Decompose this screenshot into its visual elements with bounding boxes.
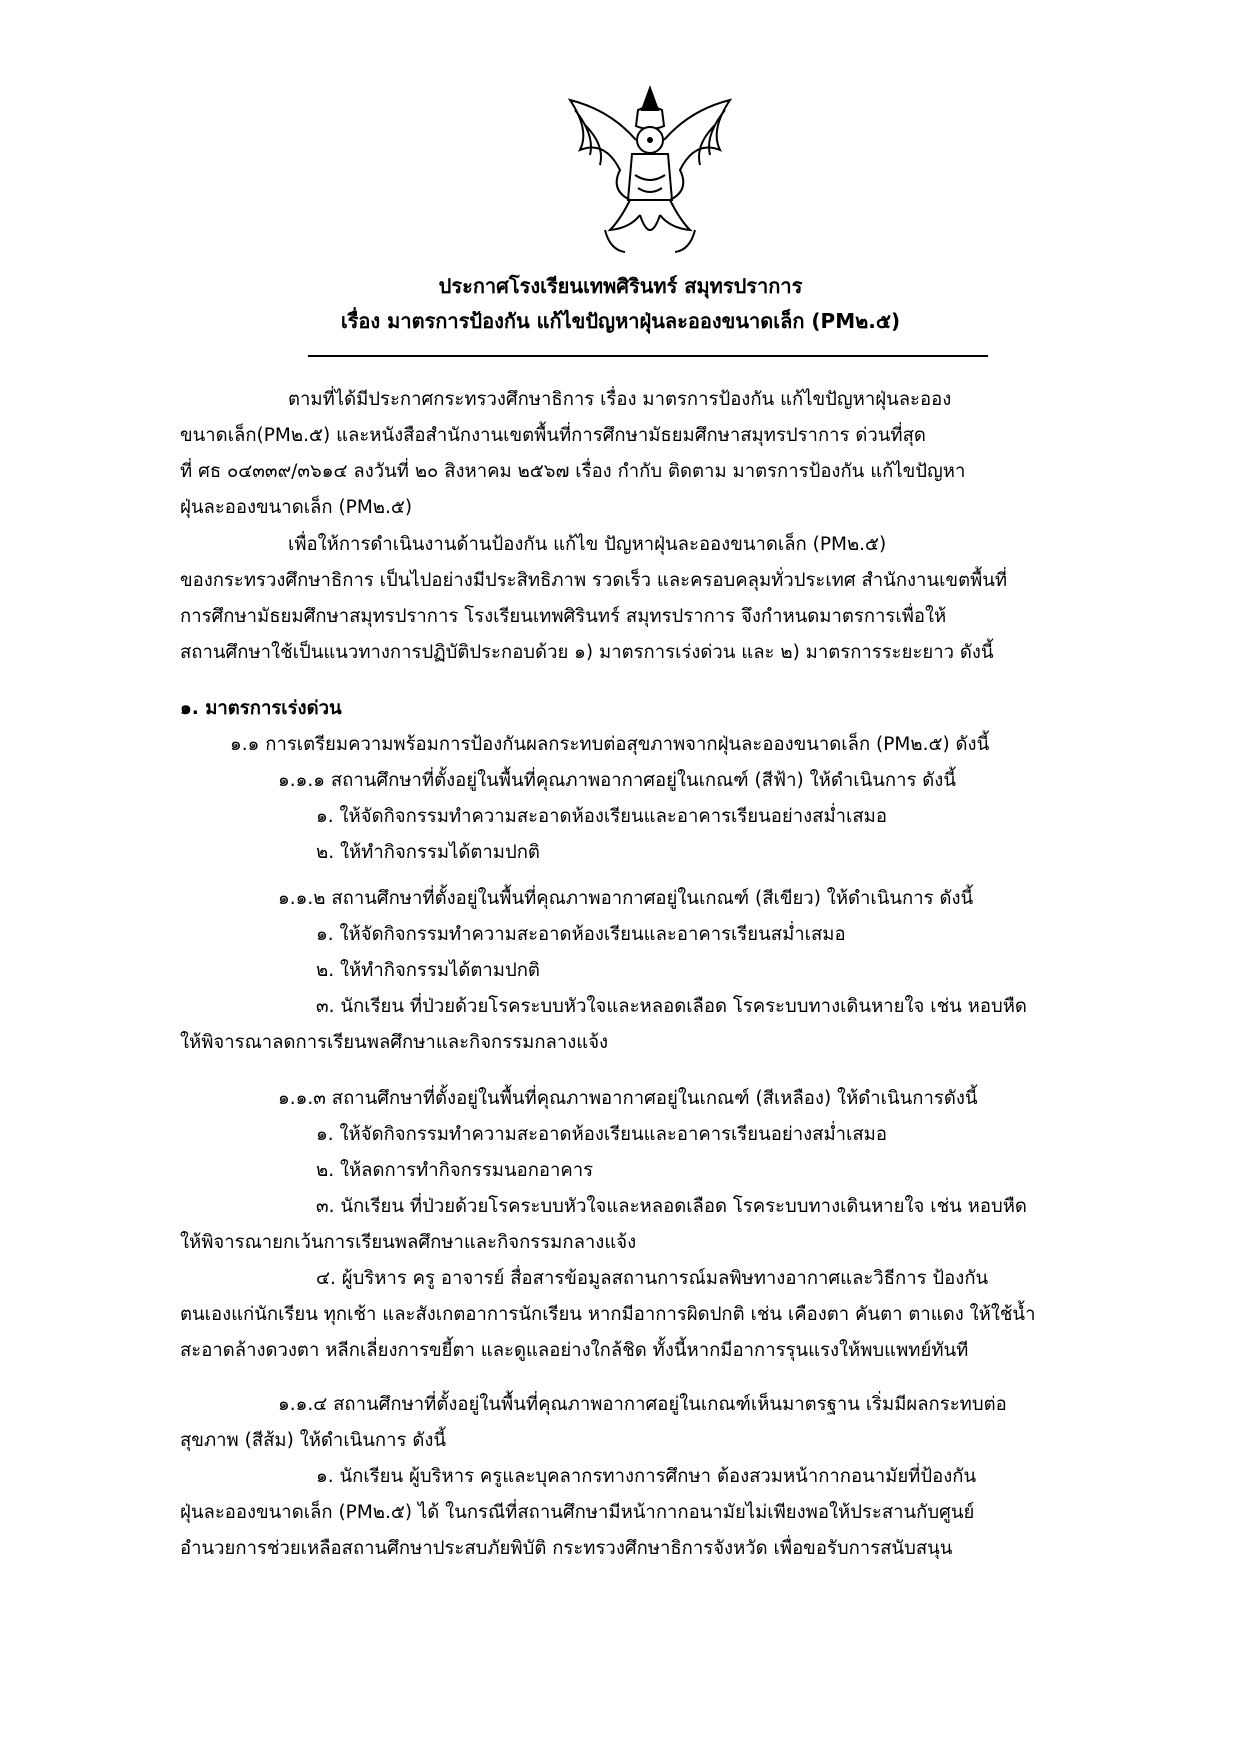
list-item: ให้พิจารณายกเว้นการเรียนพลศึกษาและกิจกรรมกลางแจ้ง xyxy=(180,1232,637,1253)
announcement-title: ประกาศโรงเรียนเทพศิรินทร์ สมุทรปราการ xyxy=(438,274,803,298)
subsection-heading: ๑.๑ การเตรียมความพร้อมการป้องกันผลกระทบต่อสุขภาพจากฝุ่นละอองขนาดเล็ก (PM๒.๕) ดังนี้ xyxy=(230,734,990,755)
list-item: ๒. ให้ลดการทำกิจกรรมนอกอาคาร xyxy=(316,1160,594,1181)
paragraph-line: ของกระทรวงศึกษาธิการ เป็นไปอย่างมีประสิทธิภาพ รวดเร็ว และครอบคลุมทั่วประเทศ สำนักงานเขตพื้นที่ xyxy=(180,570,1008,591)
list-item: ๓. นักเรียน ที่ป่วยด้วยโรคระบบหัวใจและหลอดเลือด โรคระบบทางเดินหายใจ เช่น หอบหืด xyxy=(316,1196,1027,1217)
list-item: ๒. ให้ทำกิจกรรมได้ตามปกติ xyxy=(316,842,540,863)
list-item: ให้พิจารณาลดการเรียนพลศึกษาและกิจกรรมกลางแจ้ง xyxy=(180,1032,609,1053)
list-item: ๑. ให้จัดกิจกรรมทำความสะอาดห้องเรียนและอาคารเรียนอย่างสม่ำเสมอ xyxy=(316,1124,887,1145)
list-item: สะอาดล้างดวงตา หลีกเลี่ยงการขยี้ตา และดูแลอย่างใกล้ชิด ทั้งนี้หากมีอาการรุนแรงให้พบแพทย์ทันที xyxy=(180,1340,969,1361)
paragraph-line: ขนาดเล็ก(PM๒.๕) และหนังสือสำนักงานเขตพื้นที่การศึกษามัธยมศึกษาสมุทรปราการ ด่วนที่สุด xyxy=(180,425,926,446)
garuda-emblem-icon xyxy=(550,80,750,260)
paragraph-line: ตามที่ได้มีประกาศกระทรวงศึกษาธิการ เรื่อง มาตรการป้องกัน แก้ไขปัญหาฝุ่นละออง xyxy=(288,389,952,410)
list-item: ๒. ให้ทำกิจกรรมได้ตามปกติ xyxy=(316,960,540,981)
list-item: ๑. ให้จัดกิจกรรมทำความสะอาดห้องเรียนและอาคารเรียนสม่ำเสมอ xyxy=(316,924,846,945)
list-item: ๔. ผู้บริหาร ครู อาจารย์ สื่อสารข้อมูลสถานการณ์มลพิษทางอากาศและวิธีการ ป้องกัน xyxy=(316,1268,989,1289)
title-divider xyxy=(308,355,988,357)
subsection-heading: ๑.๑.๑ สถานศึกษาที่ตั้งอยู่ในพื้นที่คุณภาพอากาศอยู่ในเกณฑ์ (สีฟ้า) ให้ดำเนินการ ดังนี้ xyxy=(278,770,956,791)
subsection-heading: ๑.๑.๔ สถานศึกษาที่ตั้งอยู่ในพื้นที่คุณภาพอากาศอยู่ในเกณฑ์เห็นมาตรฐาน เริ่มมีผลกระทบต่อ xyxy=(278,1394,1007,1415)
subsection-heading: สุขภาพ (สีส้ม) ให้ดำเนินการ ดังนี้ xyxy=(180,1430,447,1451)
list-item: ๑. ให้จัดกิจกรรมทำความสะอาดห้องเรียนและอาคารเรียนอย่างสม่ำเสมอ xyxy=(316,806,887,827)
paragraph-line: ฝุ่นละอองขนาดเล็ก (PM๒.๕) xyxy=(180,497,413,518)
list-item: ๑. นักเรียน ผู้บริหาร ครูและบุคลากรทางการศึกษา ต้องสวมหน้ากากอนามัยที่ป้องกัน xyxy=(316,1466,977,1487)
announcement-subject: เรื่อง มาตรการป้องกัน แก้ไขปัญหาฝุ่นละอองขนาดเล็ก (PM๒.๕) xyxy=(340,309,901,333)
subsection-heading: ๑.๑.๒ สถานศึกษาที่ตั้งอยู่ในพื้นที่คุณภาพอากาศอยู่ในเกณฑ์ (สีเขียว) ให้ดำเนินการ ดังนี้ xyxy=(278,888,974,909)
list-item: อำนวยการช่วยเหลือสถานศึกษาประสบภัยพิบัติ กระทรวงศึกษาธิการจังหวัด เพื่อขอรับการสนับสนุน xyxy=(180,1538,953,1559)
subsection-heading: ๑.๑.๓ สถานศึกษาที่ตั้งอยู่ในพื้นที่คุณภาพอากาศอยู่ในเกณฑ์ (สีเหลือง) ให้ดำเนินการดังนี้ xyxy=(278,1088,978,1109)
list-item: ฝุ่นละอองขนาดเล็ก (PM๒.๕) ได้ ในกรณีที่สถานศึกษามีหน้ากากอนามัยไม่เพียงพอให้ประสานกับศูนย์ xyxy=(180,1502,975,1523)
paragraph-line: ที่ ศธ ๐๔๓๓๙/๓๖๑๔ ลงวันที่ ๒๐ สิงหาคม ๒๕๖๗ เรื่อง กำกับ ติดตาม มาตรการป้องกัน แก้ไขปัญหา xyxy=(180,461,966,482)
paragraph-line: เพื่อให้การดำเนินงานด้านป้องกัน แก้ไข ปัญหาฝุ่นละอองขนาดเล็ก (PM๒.๕) xyxy=(288,534,887,555)
list-item: ตนเองแก่นักเรียน ทุกเช้า และสังเกตอาการนักเรียน หากมีอาการผิดปกติ เช่น เคืองตา คันตา ตาแดง ให้ใช้น้ำ xyxy=(180,1304,1036,1325)
paragraph-line: สถานศึกษาใช้เป็นแนวทางการปฏิบัติประกอบด้วย ๑) มาตรการเร่งด่วน และ ๒) มาตรการระยะยาว ดังนี้ xyxy=(180,642,994,663)
list-item: ๓. นักเรียน ที่ป่วยด้วยโรคระบบหัวใจและหลอดเลือด โรคระบบทางเดินหายใจ เช่น หอบหืด xyxy=(316,996,1027,1017)
paragraph-line: การศึกษามัธยมศึกษาสมุทรปราการ โรงเรียนเทพศิรินทร์ สมุทรปราการ จึงกำหนดมาตรการเพื่อให้ xyxy=(180,606,947,627)
section-heading: ๑. มาตรการเร่งด่วน xyxy=(180,698,342,719)
